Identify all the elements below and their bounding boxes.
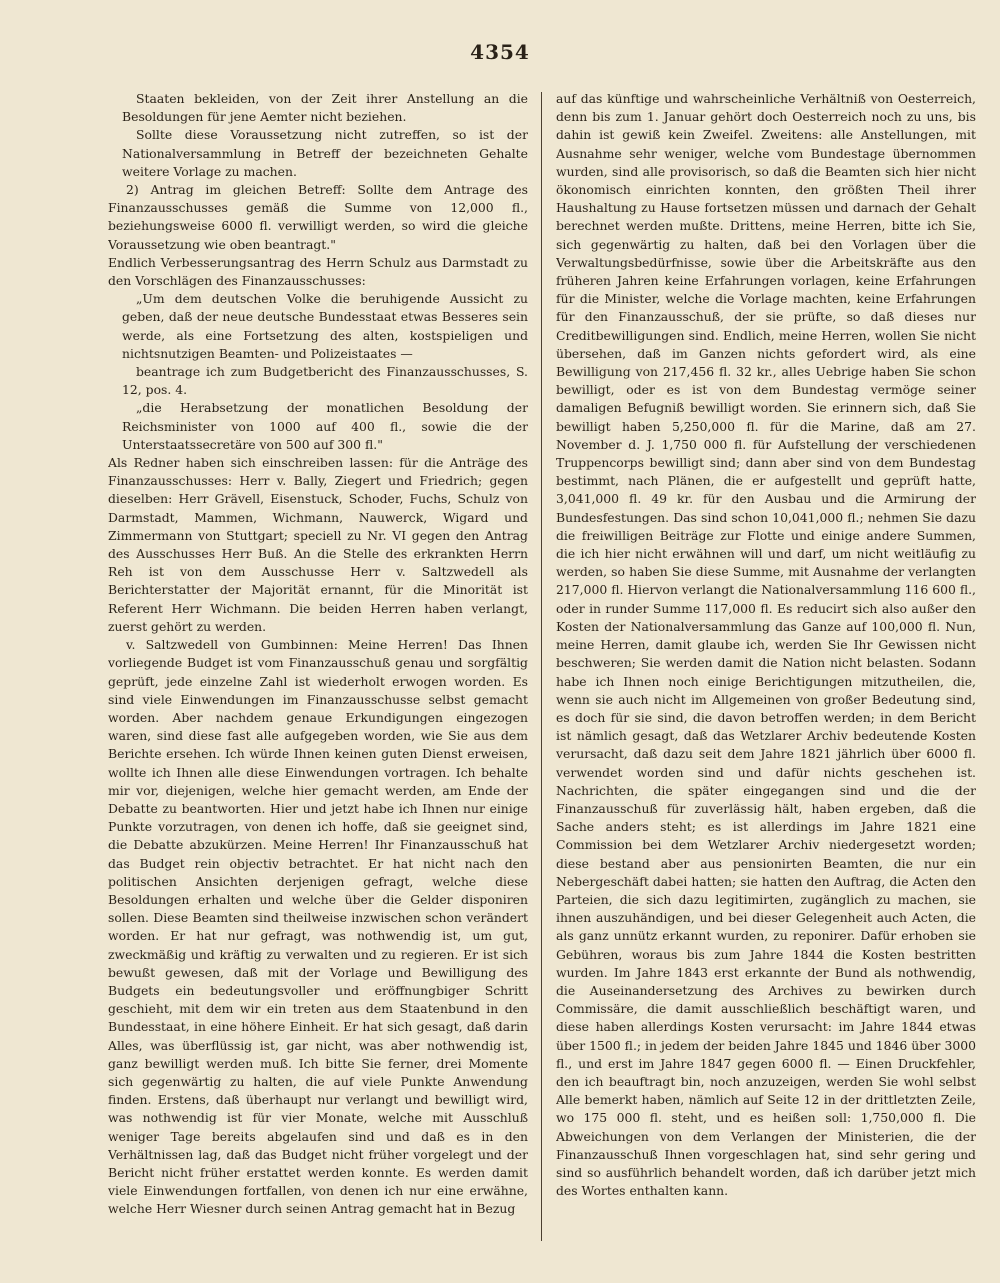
right-column	[556, 90, 976, 1243]
left-paragraph-4: Endlich Verbesserungsantrag des Herrn Schulz aus Darmstadt zu den Vorschlägen des Finanzausschusses:	[108, 254, 528, 289]
left-paragraph-8: Als Redner haben sich einschreiben lassen: für die Anträge des Finanzausschusses: Herr v. Bally, Ziegert und Friedrich; gegen dieselben: Herr Grävell, Eisenstuck, Schoder, Fuchs, Schulz von Darmstadt, Mammen, Wichmann, Nauwerck, Wigard und Zimmermann von Stuttgart; speciell zu Nr. VI gegen den Antrag des Ausschusses Herr Buß. An die Stelle des erkrankten Herrn Reh ist von dem Ausschusse Herr v. Saltzwedell als Berichterstatter der Majorität ernannt, für die Minorität ist Referent Herr Wichmann. Die beiden Herren haben verlangt, zuerst gehört zu werden.	[108, 455, 528, 634]
left-paragraph-1: Staaten bekleiden, von der Zeit ihrer Anstellung an die Besoldungen für jene Aemter nicht beziehen.	[122, 91, 528, 125]
left-paragraph-6: beantrage ich zum Budgetbericht des Finanzausschusses, S. 12, pos. 4.	[122, 364, 528, 398]
left-paragraph-3: 2) Antrag im gleichen Betreff: Sollte dem Antrage des Finanzausschusses gemäß die Summe von 12,000 fl., beziehungsweise 6000 fl. verwilligt werden, so wird die gleiche Voraussetzung wie oben beantragt."	[108, 182, 528, 252]
left-paragraph-9: v. Saltzwedell von Gumbinnen: Meine Herren! Das Ihnen vorliegende Budget ist vom Finanzausschuß genau und sorgfältig geprüft, jede einzelne Zahl ist wiederholt erwogen worden. Es sind viele Einwendungen im Finanzausschusse selbst gemacht worden. Aber nachdem genaue Erkundigungen eingezogen waren, sind diese fast alle aufgegeben worden, wie Sie aus dem Berichte ersehen. Ich würde Ihnen keinen guten Dienst erweisen, wollte ich Ihnen alle diese Einwendungen vortragen. Ich behalte mir vor, diejenigen, welche hier gemacht werden, am Ende der Debatte zu beantworten. Hier und jetzt habe ich Ihnen nur einige Punkte vorzutragen, von denen ich hoffe, daß sie geeignet sind, die Debatte abzukürzen. Meine Herren! Ihr Finanzausschuß hat das Budget rein objectiv betrachtet. Er hat nicht nach den politischen Ansichten derjenigen gefragt, welche diese Besoldungen erhalten und welche über die Gelder disponiren sollen. Diese Beamten sind theilweise inzwischen schon verändert worden. Er hat nur gefragt, was nothwendig ist, um gut, zweckmäßig und kräftig zu verwalten und zu regieren. Er ist sich bewußt gewesen, daß mit der Vorlage und Bewilligung des Budgets ein bedeutungsvoller und eröffnungbiger Schritt geschieht, mit dem wir ein treten aus dem Staatenbund in den Bundesstaat, in eine höhere Einheit. Er hat sich gesagt, daß darin Alles, was überflüssig ist, gar nicht, was aber nothwendig ist, ganz bewilligt werden muß. Ich bitte Sie ferner, drei Momente sich gegenwärtig zu halten, die auf viele Punkte Anwendung finden. Erstens, daß überhaupt nur verlangt und bewilligt wird, was nothwendig ist für vier Monate, welche mit Ausschluß weniger Tage bereits abgelaufen sind und daß es in den Verhältnissen lag, daß das Budget nicht früher vorgelegt und der Bericht nicht früher erstattet werden konnte. Es werden damit viele Einwendungen fortfallen, von denen ich nur eine erwähne, welche Herr Wiesner durch seinen Antrag gemacht hat in Bezug	[108, 637, 528, 1217]
left-column	[108, 90, 528, 1243]
left-paragraph-2: Sollte diese Voraussetzung nicht zutreffen, so ist der Nationalversammlung in Betreff der bezeichneten Gehalte weitere Vorlage zu machen.	[122, 127, 528, 179]
column-divider	[541, 92, 542, 1241]
left-paragraph-7: „die Herabsetzung der monatlichen Besoldung der Reichsminister von 1000 auf 400 fl., sowie die der Unterstaatssecretäre von 500 auf 300 fl."	[122, 400, 528, 452]
right-paragraph-1: auf das künftige und wahrscheinliche Verhältniß von Oesterreich, denn bis zum 1. Januar gehört doch Oesterreich noch zu uns, bis dahin ist gewiß kein Zweifel. Zweitens: alle Anstellungen, mit Ausnahme sehr weniger, welche vom Bundestage übernommen wurden, sind alle provisorisch, so daß die Beamten sich hier nicht ökonomisch einrichten konnten, den größten Theil ihrer Haushaltung zu Hause fortsetzen müssen und darnach der Gehalt berechnet werden mußte. Drittens, meine Herren, bitte ich Sie, sich gegenwärtig zu halten, daß bei den Vorlagen über die Verwaltungsbedürfnisse, sowie über die Arbeitskräfte aus den früheren Jahren keine Erfahrungen vorlagen, keine Erfahrungen für die Minister, welche die Vorlage machten, keine Erfahrungen für den Finanzausschuß, der sie prüfte, so daß dieses nur Creditbewilligungen sind. Endlich, meine Herren, wollen Sie nicht übersehen, daß im Ganzen nichts gefordert wird, als eine Bewilligung von 217,456 fl. 32 kr., alles Uebrige haben Sie schon bewilligt, oder es ist von dem Bundestag vermöge seiner damaligen Befugniß bewilligt worden. Sie erinnern sich, daß Sie bewilligt haben 5,250,000 fl. für die Marine, daß am 27. November d. J. 1,750 000 fl. für Aufstellung der verschiedenen Truppencorps bewilligt sind; dann aber sind von dem Bundestag bestimmt, nach Plänen, die er aufgestellt und geprüft hatte, 3,041,000 fl. 49 kr. für den Ausbau und die Armirung der Bundesfestungen. Das sind schon 10,041,000 fl.; nehmen Sie dazu die freiwilligen Beiträge zur Flotte und einige andere Summen, die ich hier nicht erwähnen will und darf, um nicht weitläufig zu werden, so haben Sie diese Summe, mit Ausnahme der verlangten 217,000 fl. Hiervon verlangt die Nationalversammlung 116 600 fl., oder in runder Summe 117,000 fl. Es reducirt sich also außer den Kosten der Nationalversammlung das Ganze auf 100,000 fl. Nun, meine Herren, damit glaube ich, werden Sie Ihr Gewissen nicht beschweren; Sie werden damit die Nation nicht belasten. Sodann habe ich Ihnen noch einige Berichtigungen mitzutheilen, die, wenn sie auch nicht im Allgemeinen von großer Bedeutung sind, es doch für sie sind, die davon betroffen werden; in dem Bericht ist nämlich gesagt, daß das Wetzlarer Archiv bedeutende Kosten verursacht, daß dazu seit dem Jahre 1821 jährlich über 6000 fl. verwendet worden sind und dafür nichts geschehen ist. Nachrichten, die später eingegangen sind und die der Finanzausschuß für zuverlässig hält, haben ergeben, daß die Sache anders steht; es ist allerdings im Jahre 1821 eine Commission bei dem Wetzlarer Archiv niedergesetzt worden; diese bestand aber aus pensionirten Beamten, die nur ein Nebergeschäft dabei hatten; sie hatten den Auftrag, die Acten den Parteien, die sich dazu legitimirten, zugänglich zu machen, sie ihnen auszuhändigen, und bei dieser Gelegenheit auch Acten, die als ganz unnütz erkannt wurden, zu reponirer. Dafür erhoben sie Gebühren, woraus bis zum Jahre 1844 die Kosten bestritten wurden. Im Jahre 1843 erst erkannte der Bund als nothwendig, die Auseinandersetzung des Archives zu bewirken durch Commissäre, die damit ausschließlich beschäftigt waren, und diese haben allerdings Kosten verursacht: im Jahre 1844 etwas über 1500 fl.; in jedem der beiden Jahre 1845 und 1846 über 3000 fl., und erst im Jahre 1847 gegen 6000 fl. — Einen Druckfehler, den ich beauftragt bin, noch anzuzeigen, werden Sie wohl selbst Alle bemerkt haben, nämlich auf Seite 12 in der drittletzten Zeile, wo 175 000 fl. steht, und es heißen soll: 1,750,000 fl. Die Abweichungen von dem Verlangen der Ministerien, die der Finanzausschuß Ihnen vorgeschlagen hat, sind sehr gering und sind so ausführlich behandelt worden, daß ich darüber jetzt mich des Wortes enthalten kann.	[556, 91, 976, 1199]
page-number: 4354	[470, 40, 530, 64]
left-paragraph-5: „Um dem deutschen Volke die beruhigende Aussicht zu geben, daß der neue deutsche Bundesstaat etwas Besseres sein werde, als eine Fortsetzung des alten, kostspieligen und nichtsnutzigen Beamten- und Polizeistaates —	[122, 291, 528, 361]
